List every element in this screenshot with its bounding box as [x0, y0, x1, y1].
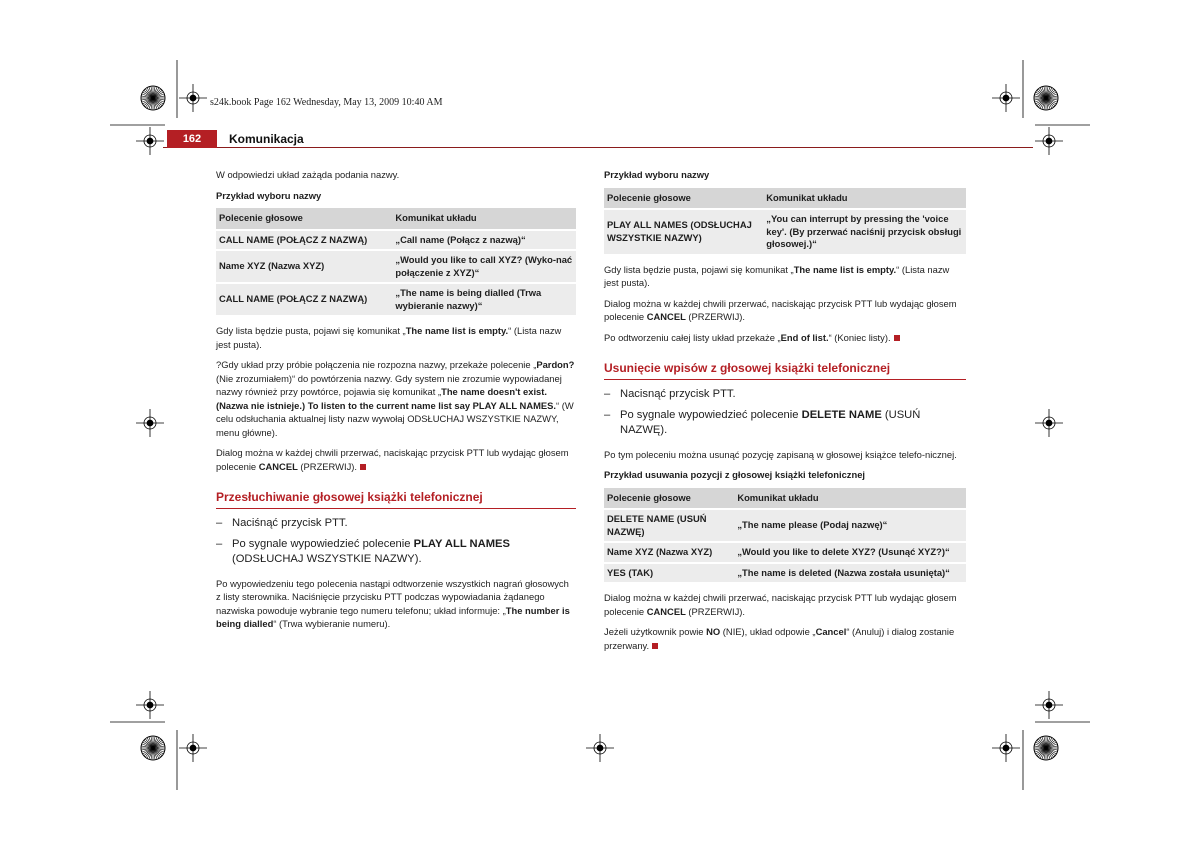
- voice-command-table: [604, 188, 966, 256]
- text: Dialog można w każdej chwili przerwać, naciskając przycisk PTT lub wydając głosem polecenie: [604, 592, 957, 617]
- text: Naciśnąć przycisk PTT.: [232, 516, 348, 529]
- table-header: Komunikat układu: [392, 208, 576, 230]
- text: Dialog można w każdej chwili przerwać, naciskając przycisk PTT lub wydając głosem polecenie: [216, 447, 569, 472]
- example-label: Przykład wyboru nazwy: [604, 169, 710, 180]
- table-header: Komunikat układu: [734, 488, 966, 510]
- table-cell: „Would you like to call XYZ? (Wyko-nać połączenie z XYZ)“: [392, 250, 576, 283]
- table-row: [604, 509, 966, 542]
- table-row: [216, 230, 576, 251]
- text: Gdy lista będzie pusta, pojawi się komunikat „: [216, 325, 406, 336]
- text: Jeżeli użytkownik powie: [604, 626, 707, 637]
- voice-command-table: [216, 208, 576, 317]
- text: Nacisnąć przycisk PTT.: [620, 387, 736, 400]
- list-item: [216, 537, 576, 567]
- end-mark-icon: [894, 335, 900, 341]
- list-item: [604, 387, 966, 402]
- text: (ODSŁUCHAJ WSZYSTKIE NAZWY).: [232, 552, 422, 565]
- instruction-list: [604, 387, 966, 438]
- text: (USUŃ NAZWĘ).: [620, 408, 921, 436]
- paragraph-empty-list: [604, 263, 966, 290]
- text-bold: End of list.: [780, 331, 829, 343]
- text-bold: PLAY ALL NAMES: [413, 537, 510, 550]
- text-bold: CANCEL: [646, 605, 686, 617]
- table-cell: CALL NAME (POŁĄCZ Z NAZWĄ): [216, 283, 392, 316]
- paragraph-playback: [216, 577, 576, 631]
- text: “ (W celu odsłuchania aktualnej listy nazw wywołaj ODSŁUCHAJ WSZYSTKIE NAZWY, menu główne).: [216, 399, 574, 438]
- table-cell: YES (TAK): [604, 563, 734, 584]
- table-cell: Name XYZ (Nazwa XYZ): [604, 542, 734, 563]
- text-bold: CANCEL: [258, 460, 298, 472]
- table-row: [604, 542, 966, 563]
- paragraph-no: [604, 625, 966, 652]
- table-cell: DELETE NAME (USUŃ NAZWĘ): [604, 509, 734, 542]
- intro-text: W odpowiedzi układ zażąda podania nazwy.: [216, 169, 400, 180]
- text-bold: NO: [706, 626, 721, 637]
- table-header: Polecenie głosowe: [216, 208, 392, 230]
- paragraph-empty-list: [216, 324, 576, 351]
- text-bold: The number is being dialled: [216, 604, 570, 629]
- instruction-list: [216, 516, 576, 567]
- table-cell: Name XYZ (Nazwa XYZ): [216, 250, 392, 283]
- table-cell: „The name is deleted (Nazwa została usunięta)“: [734, 563, 966, 584]
- table-cell: „You can interrupt by pressing the 'voice key'. (By przerwać naciśnij przycisk obsługi głosowej.)“: [763, 209, 966, 255]
- table-header: Polecenie głosowe: [604, 488, 734, 510]
- table-cell: „Would you like to delete XYZ? (Usunąć XYZ?)“: [734, 542, 966, 563]
- text: Dialog można w każdej chwili przerwać, naciskając przycisk PTT lub wydając głosem polecenie: [604, 297, 957, 322]
- left-column: [216, 168, 576, 638]
- text: (PRZERWIJ).: [685, 605, 746, 617]
- example-label: Przykład wyboru nazwy: [216, 189, 322, 201]
- print-info: s24k.book Page 162 Wednesday, May 13, 2009 10:40 AM: [210, 97, 443, 108]
- voice-command-table: [604, 488, 966, 585]
- table-header-row: [604, 488, 966, 510]
- text: Po sygnale wypowiedzieć polecenie: [232, 537, 414, 550]
- text: (PRZERWIJ).: [685, 311, 746, 322]
- text: Po wypowiedzeniu tego polecenia nastąpi odtworzenie wszystkich nagrań głosowych z listy sterownika. Naciśnięcie przycisku PTT podczas wypowiadania żądanego nazwiska powoduje wybranie tego numeru telefonu; układ informuje: „: [216, 577, 569, 616]
- table-row: [604, 563, 966, 584]
- table-row: [604, 209, 966, 255]
- text: “ (Lista nazw jest pusta).: [216, 325, 562, 350]
- text: ?Gdy układ przy próbie połączenia nie rozpozna nazwy, przekaże polecenie „: [216, 359, 537, 370]
- list-item: [216, 516, 576, 531]
- text: “ (Koniec listy).: [828, 331, 891, 343]
- text-bold: The name doesn't exist. (Nazwa nie istnieje.) To listen to the current name list say PLAY ALL NAMES.: [216, 386, 557, 411]
- page-number: 162: [167, 130, 217, 148]
- paragraph-pardon: [216, 358, 576, 439]
- text: Po sygnale wypowiedzieć polecenie: [620, 408, 802, 421]
- text-bold: The name list is empty.: [793, 263, 897, 275]
- table-row: [216, 283, 576, 316]
- section-title: Przesłuchiwanie głosowej książki telefonicznej: [216, 491, 576, 509]
- text-bold: The name list is empty.: [405, 325, 509, 336]
- list-item: [604, 408, 966, 438]
- table-cell: CALL NAME (POŁĄCZ Z NAZWĄ): [216, 230, 392, 251]
- text: “ (Anuluj) i dialog zostanie przerwany.: [604, 626, 955, 651]
- chapter-title: Komunikacja: [229, 132, 304, 146]
- text: “ (Trwa wybieranie numeru).: [273, 618, 391, 629]
- right-column: [604, 168, 966, 659]
- paragraph-cancel: [216, 446, 576, 473]
- text: Po odtworzeniu całej listy układ przekaże „: [604, 331, 781, 343]
- table-cell: „The name please (Podaj nazwę)“: [734, 509, 966, 542]
- paragraph-end-of-list: [604, 331, 966, 345]
- table-cell: „Call name (Połącz z nazwą)“: [392, 230, 576, 251]
- paragraph-cancel: [604, 591, 966, 618]
- text: (Nie zrozumiałem)“ do powtórzenia nazwy. Gdy system nie zrozumie wypowiadanej nazwy również przy powtórce, pojawia się komunikat „: [216, 372, 562, 397]
- section-title: Usunięcie wpisów z głosowej książki telefonicznej: [604, 362, 966, 380]
- end-mark-icon: [360, 464, 366, 470]
- text: “ (Lista nazw jest pusta).: [604, 263, 950, 288]
- table-cell: „The name is being dialled (Trwa wybieranie nazwy)“: [392, 283, 576, 316]
- table-header-row: [216, 208, 576, 230]
- text-bold: Cancel: [815, 626, 847, 637]
- text: Gdy lista będzie pusta, pojawi się komunikat „: [604, 263, 794, 275]
- text: (NIE), układ odpowie „: [720, 626, 816, 637]
- text-bold: CANCEL: [646, 311, 686, 322]
- text-bold: DELETE NAME: [801, 408, 882, 421]
- text: (PRZERWIJ).: [297, 460, 358, 472]
- table-row: [216, 250, 576, 283]
- table-header-row: [604, 188, 966, 210]
- example-label: Przykład usuwania pozycji z głosowej książki telefonicznej: [604, 469, 866, 480]
- end-mark-icon: [652, 643, 658, 649]
- table-header: Komunikat układu: [763, 188, 966, 210]
- header-rule: [163, 147, 1033, 148]
- paragraph-delete: Po tym poleceniu można usunąć pozycję zapisaną w głosowej książce telefo-nicznej.: [604, 448, 957, 460]
- table-cell: PLAY ALL NAMES (ODSŁUCHAJ WSZYSTKIE NAZWY): [604, 209, 763, 255]
- text-bold: Pardon?: [536, 359, 575, 370]
- paragraph-cancel: [604, 297, 966, 324]
- table-header: Polecenie głosowe: [604, 188, 763, 210]
